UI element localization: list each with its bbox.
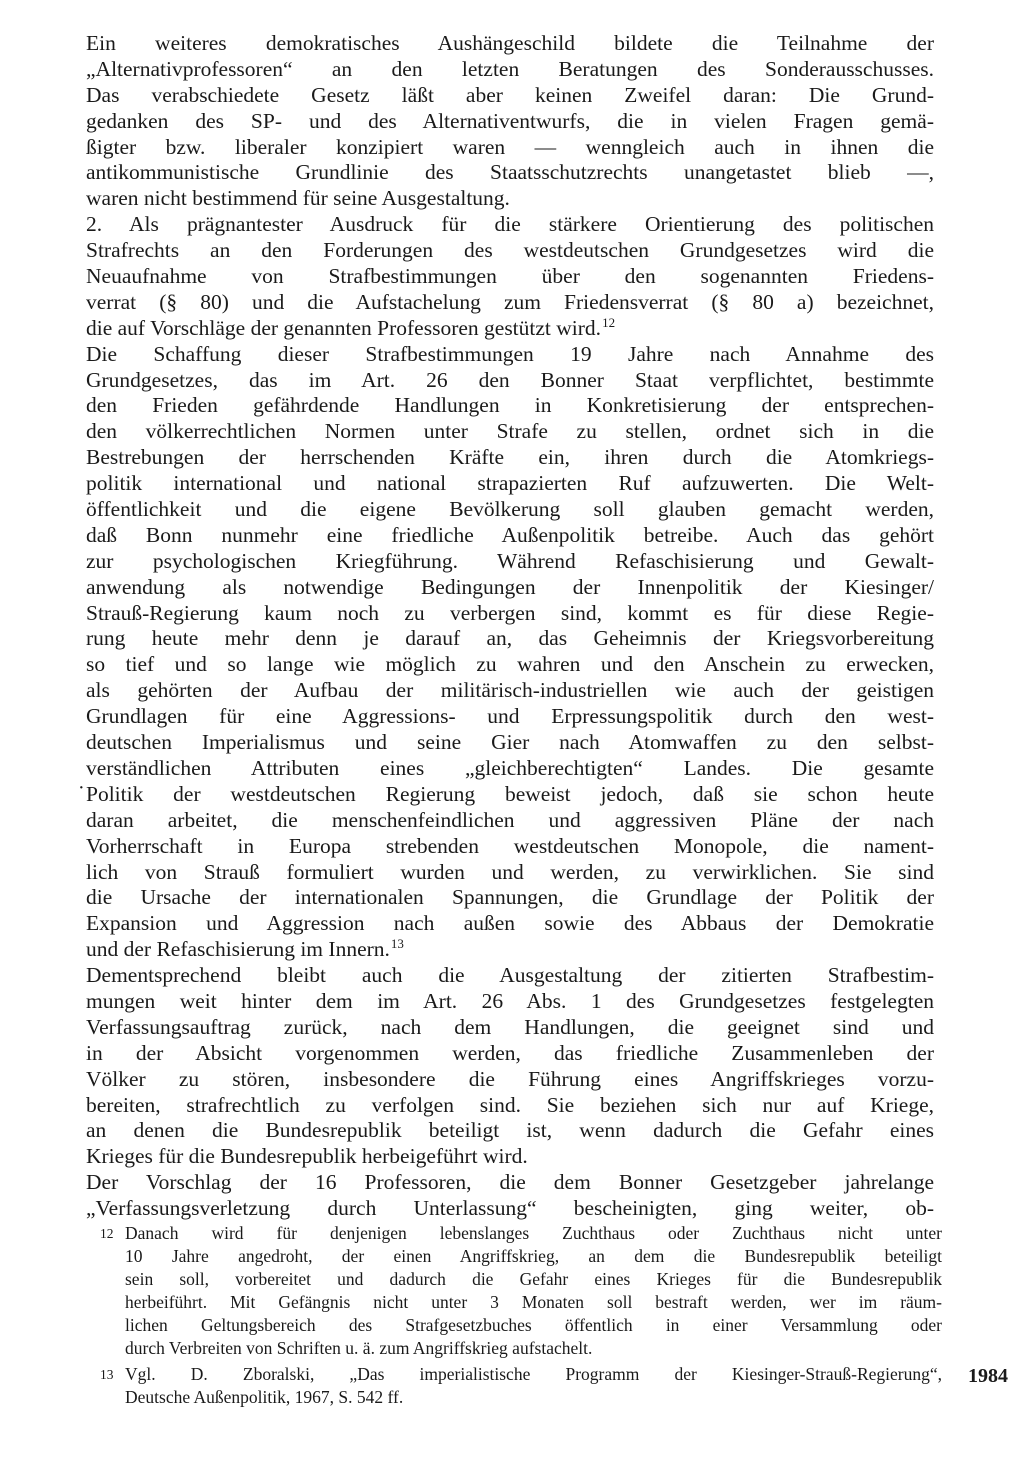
footnote-line: Danach wird für denjenigen lebenslanges Zuchthaus oder Zuchthaus nicht unter [125, 1223, 942, 1243]
footnote-ref-13[interactable]: 13 [390, 936, 404, 952]
text-line: Vorherrschaft in Europa strebenden westdeutschen Monopole, die nament- [86, 833, 934, 858]
text-line: als gehörten der Aufbau der militärisch-industriellen wie auch der geistigen [86, 678, 934, 703]
footnote-line: herbeiführt. Mit Gefängnis nicht unter 3 Monaten soll bestraft werden, wer im räum- [125, 1292, 942, 1312]
text-line: den Frieden gefährdende Handlungen in Konkretisierung der entsprechen- [86, 393, 934, 418]
text-line: verständlichen Attributen eines „gleichberechtigten“ Landes. Die gesamte [86, 755, 934, 780]
text-line: den völkerrechtlichen Normen unter Strafe zu stellen, ordnet sich in die [86, 419, 934, 444]
footnote-12 [100, 1222, 942, 1360]
text-line-body: und der Refaschisierung im Innern. [86, 937, 390, 962]
text-line: daran arbeitet, die menschenfeindlichen und aggressiven Pläne der nach [86, 807, 934, 832]
text-line: gedanken des SP- und des Alternativentwurfs, die in vielen Fragen gemä- [86, 108, 934, 133]
text-line: so tief und so lange wie möglich zu wahren und den Anschein zu erwecken, [86, 652, 934, 677]
text-line: „Verfassungsverletzung durch Unterlassung“ bescheinigten, ging weiter, ob- [86, 1196, 934, 1221]
main-text [86, 31, 934, 1222]
text-line: Das verabschiedete Gesetz läßt aber keinen Zweifel daran: Die Grund- [86, 82, 934, 107]
footnote-number: 12 [100, 1226, 114, 1241]
footnote-body [125, 1222, 942, 1360]
text-line: mungen weit hinter dem im Art. 26 Abs. 1 des Grundgesetzes festgelegten [86, 988, 934, 1013]
text-line: zur psychologischen Kriegführung. Während Refaschisierung und Gewalt- [86, 548, 934, 573]
footnotes [100, 1222, 942, 1412]
text-line: öffentlichkeit und die eigene Bevölkerung soll glauben gemacht werden, [86, 497, 934, 522]
text-line: rung heute mehr denn je darauf an, das Geheimnis der Kriegsvorbereitung [86, 626, 934, 651]
text-line: Grundgesetzes, das im Art. 26 den Bonner Staat verpflichtet, bestimmte [86, 367, 934, 392]
text-line: Neuaufnahme von Strafbestimmungen über den sogenannten Friedens- [86, 264, 934, 289]
footnote-line: durch Verbreiten von Schriften u. ä. zum Angriffskrieg aufstachelt. [125, 1338, 593, 1358]
text-line: daß Bonn nunmehr eine friedliche Außenpolitik betreibe. Auch das gehört [86, 522, 934, 547]
text-line: Dementsprechend bleibt auch die Ausgestaltung der zitierten Strafbestim- [86, 963, 934, 988]
footnote-ref-12[interactable]: 12 [602, 314, 616, 330]
text-line: Völker zu stören, insbesondere die Führung eines Angriffskrieges vorzu- [86, 1066, 934, 1091]
text-line: ßigter bzw. liberaler konzipiert waren — wenngleich auch in ihnen die [86, 134, 934, 159]
text-line: anwendung als notwendige Bedingungen der Innenpolitik der Kiesinger/ [86, 574, 934, 599]
text-line: deutschen Imperialismus und seine Gier nach Atomwaffen zu den selbst- [86, 730, 934, 755]
text-line: Politik der westdeutschen Regierung beweist jedoch, daß sie schon heute [86, 781, 934, 806]
footnote-line: 10 Jahre angedroht, der einen Angriffskrieg, an dem die Bundesrepublik beteiligt [125, 1246, 942, 1266]
text-line: Verfassungsauftrag zurück, nach dem Handlungen, die geeignet sind und [86, 1014, 934, 1039]
text-line: Expansion und Aggression nach außen sowie des Abbaus der Demokratie [86, 911, 934, 936]
footnote-number: 13 [100, 1367, 114, 1382]
footnote-body [125, 1363, 942, 1409]
text-line: Strauß-Regierung kaum noch zu verbergen sind, kommt es für diese Regie- [86, 600, 934, 625]
text-line-with-ref [86, 316, 934, 342]
text-line: bereiten, strafrechtlich zu verfolgen sind. Sie beziehen sich nur auf Kriege, [86, 1092, 934, 1117]
footnote-line: sein soll, vorbereitet und dadurch die Gefahr eines Krieges für die Bundesrepublik [125, 1269, 942, 1289]
text-line: Der Vorschlag der 16 Professoren, die dem Bonner Gesetzgeber jahrelange [86, 1170, 934, 1195]
text-line-with-ref [86, 937, 934, 963]
text-line: Ein weiteres demokratisches Aushängeschild bildete die Teilnahme der [86, 31, 934, 55]
text-line: 2. Als prägnantester Ausdruck für die stärkere Orientierung des politischen [86, 212, 934, 237]
text-line: Die Schaffung dieser Strafbestimmungen 19 Jahre nach Annahme des [86, 341, 934, 366]
text-line: lich von Strauß formuliert wurden und werden, zu verwirklichen. Sie sind [86, 859, 934, 884]
text-line-body: die auf Vorschläge der genannten Professoren gestützt wird. [86, 315, 602, 340]
footnote-line: Deutsche Außenpolitik, 1967, S. 542 ff. [125, 1387, 404, 1407]
margin-mark: · [78, 777, 85, 799]
page-number: 1984 [968, 1365, 1008, 1387]
text-line: die Ursache der internationalen Spannungen, die Grundlage der Politik der [86, 885, 934, 910]
text-line: Grundlagen für eine Aggressions- und Erpressungspolitik durch den west- [86, 704, 934, 729]
text-line: Strafrechts an den Forderungen des westdeutschen Grundgesetzes wird die [86, 238, 934, 263]
text-line: verrat (§ 80) und die Aufstachelung zum Friedensverrat (§ 80 a) bezeichnet, [86, 289, 934, 314]
footnote-line: lichen Geltungsbereich des Strafgesetzbuches öffentlich in einer Versammlung oder [125, 1315, 942, 1335]
text-line: Krieges für die Bundesrepublik herbeigeführt wird. [86, 1144, 528, 1169]
text-line: an denen die Bundesrepublik beteiligt ist, wenn dadurch die Gefahr eines [86, 1118, 934, 1143]
footnote-13 [100, 1363, 942, 1409]
text-line: „Alternativprofessoren“ an den letzten Beratungen des Sonderausschusses. [86, 56, 934, 81]
footnote-line: Vgl. D. Zboralski, „Das imperialistische Programm der Kiesinger-Strauß-Regierung“, [125, 1364, 942, 1384]
text-line: antikommunistische Grundlinie des Staatsschutzrechts unangetastet blieb —, [86, 160, 934, 185]
text-line: in der Absicht vorgenommen werden, das friedliche Zusammenleben der [86, 1040, 934, 1065]
text-line: waren nicht bestimmend für seine Ausgestaltung. [86, 186, 510, 211]
text-line: Bestrebungen der herrschenden Kräfte ein, ihren durch die Atomkriegs- [86, 445, 934, 470]
text-line: politik international und national strapazierten Ruf aufzuwerten. Die Welt- [86, 471, 934, 496]
